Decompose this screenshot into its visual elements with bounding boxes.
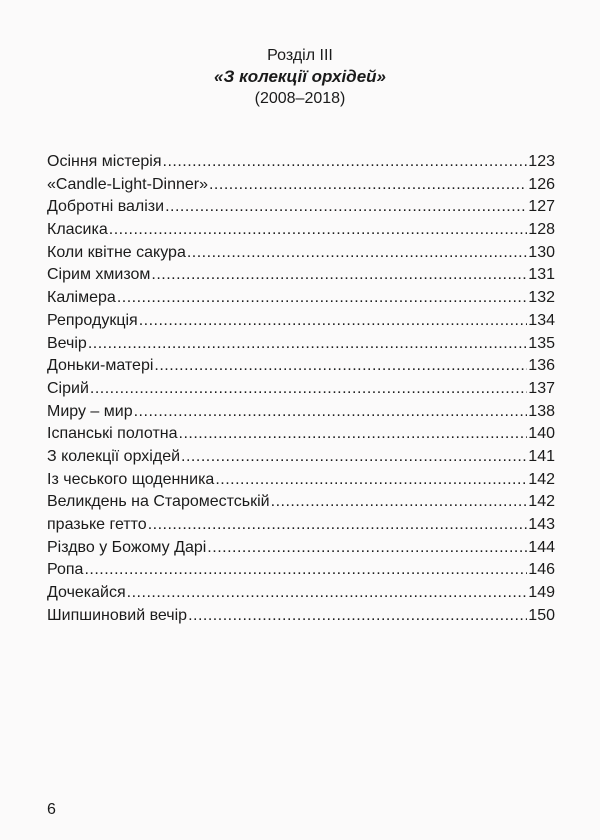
toc-entry-page: 143 <box>528 516 555 533</box>
section-title: «З колекції орхідей» <box>213 67 386 86</box>
toc-entry-page: 146 <box>528 561 555 579</box>
dot-leader <box>109 220 528 240</box>
toc-entry-title: Репродукція <box>47 311 138 329</box>
toc-entry-title: Коли квітне сакура <box>47 243 186 261</box>
toc-entry <box>47 175 555 198</box>
toc-entry <box>47 197 555 220</box>
toc-entry <box>47 288 555 311</box>
dot-leader <box>165 197 527 217</box>
dot-leader <box>181 447 527 467</box>
toc-entry-title: Із чеського щоденника <box>47 470 215 488</box>
dot-leader <box>88 334 527 354</box>
toc-entry-page: 134 <box>528 311 555 329</box>
dot-leader <box>148 515 528 535</box>
toc-entry-page: 123 <box>528 153 555 170</box>
toc-entry <box>47 220 555 243</box>
toc-entry-title: Дочекайся <box>47 584 126 602</box>
toc-entry-page: 130 <box>528 243 555 261</box>
toc-entry <box>47 402 555 425</box>
dot-leader <box>188 606 527 626</box>
table-of-contents <box>47 152 555 628</box>
dot-leader <box>163 152 528 172</box>
dot-leader <box>187 243 527 263</box>
toc-entry-page: 126 <box>528 175 555 193</box>
toc-entry-title: Шипшиновий вечір <box>47 606 188 624</box>
toc-entry-title: Ропа <box>47 561 84 579</box>
toc-entry-title: Іспанські полотна <box>47 425 178 443</box>
toc-entry-page: 128 <box>528 221 555 239</box>
toc-entry <box>47 311 555 334</box>
toc-entry-page: 138 <box>528 402 555 420</box>
toc-entry-title: Осіння містерія <box>47 153 162 170</box>
toc-entry <box>47 379 555 402</box>
toc-entry-title: Сірий <box>47 379 89 397</box>
toc-entry-page: 127 <box>528 198 555 216</box>
dot-leader <box>154 356 527 376</box>
toc-entry <box>47 470 555 493</box>
page-number: 6 <box>47 801 56 818</box>
dot-leader <box>271 492 528 512</box>
dot-leader <box>215 470 527 490</box>
toc-entry-page: 142 <box>528 470 555 488</box>
toc-entry <box>47 560 555 583</box>
dot-leader <box>151 265 527 285</box>
toc-entry-title: Сірим хмизом <box>47 266 151 284</box>
toc-entry <box>47 265 555 288</box>
toc-entry-title: Миру – мир <box>47 402 133 420</box>
dot-leader <box>207 538 527 558</box>
toc-entry-page: 141 <box>528 447 555 465</box>
toc-entry-page: 136 <box>528 357 555 375</box>
toc-entry <box>47 606 555 629</box>
toc-entry-title: Доньки-матері <box>47 357 154 375</box>
toc-entry-page: 140 <box>528 425 555 443</box>
toc-entry-page: 132 <box>528 289 555 307</box>
dot-leader <box>209 175 527 195</box>
toc-entry-title: З колекції орхідей <box>47 447 181 465</box>
toc-entry-title: Класика <box>47 221 108 239</box>
section-years: (2008–2018) <box>254 90 346 107</box>
toc-entry-title: празьке гетто <box>47 516 147 533</box>
dot-leader <box>117 288 527 308</box>
toc-entry <box>47 424 555 447</box>
toc-entry-title: Калімера <box>47 289 116 307</box>
toc-entry-page: 150 <box>528 606 555 624</box>
toc-entry <box>47 538 555 561</box>
dot-leader <box>90 379 527 399</box>
toc-entry-title: Різдво у Божому Дарі <box>47 538 207 556</box>
toc-entry <box>47 492 555 515</box>
toc-entry <box>47 583 555 606</box>
toc-entry-page: 149 <box>528 584 555 602</box>
toc-entry-page: 137 <box>528 379 555 397</box>
section-label: Розділ ІІІ <box>267 47 333 64</box>
toc-entry <box>47 356 555 379</box>
dot-leader <box>134 402 528 422</box>
toc-entry-title: Великдень на Староместській <box>47 493 270 511</box>
dot-leader <box>179 424 528 444</box>
dot-leader <box>84 560 527 580</box>
toc-entry-title: Добротні валізи <box>47 198 165 216</box>
toc-entry <box>47 243 555 266</box>
toc-entry-page: 131 <box>528 266 555 284</box>
toc-entry <box>47 447 555 470</box>
toc-entry-page: 144 <box>528 538 555 556</box>
toc-entry <box>47 515 555 538</box>
toc-entry <box>47 334 555 357</box>
toc-entry-page: 135 <box>528 334 555 352</box>
dot-leader <box>127 583 528 603</box>
toc-entry-page: 142 <box>528 493 555 511</box>
toc-entry-title: «Candle-Light-Dinner» <box>47 175 208 193</box>
toc-entry-title: Вечір <box>47 334 87 352</box>
toc-entry <box>47 152 555 175</box>
dot-leader <box>139 311 528 331</box>
